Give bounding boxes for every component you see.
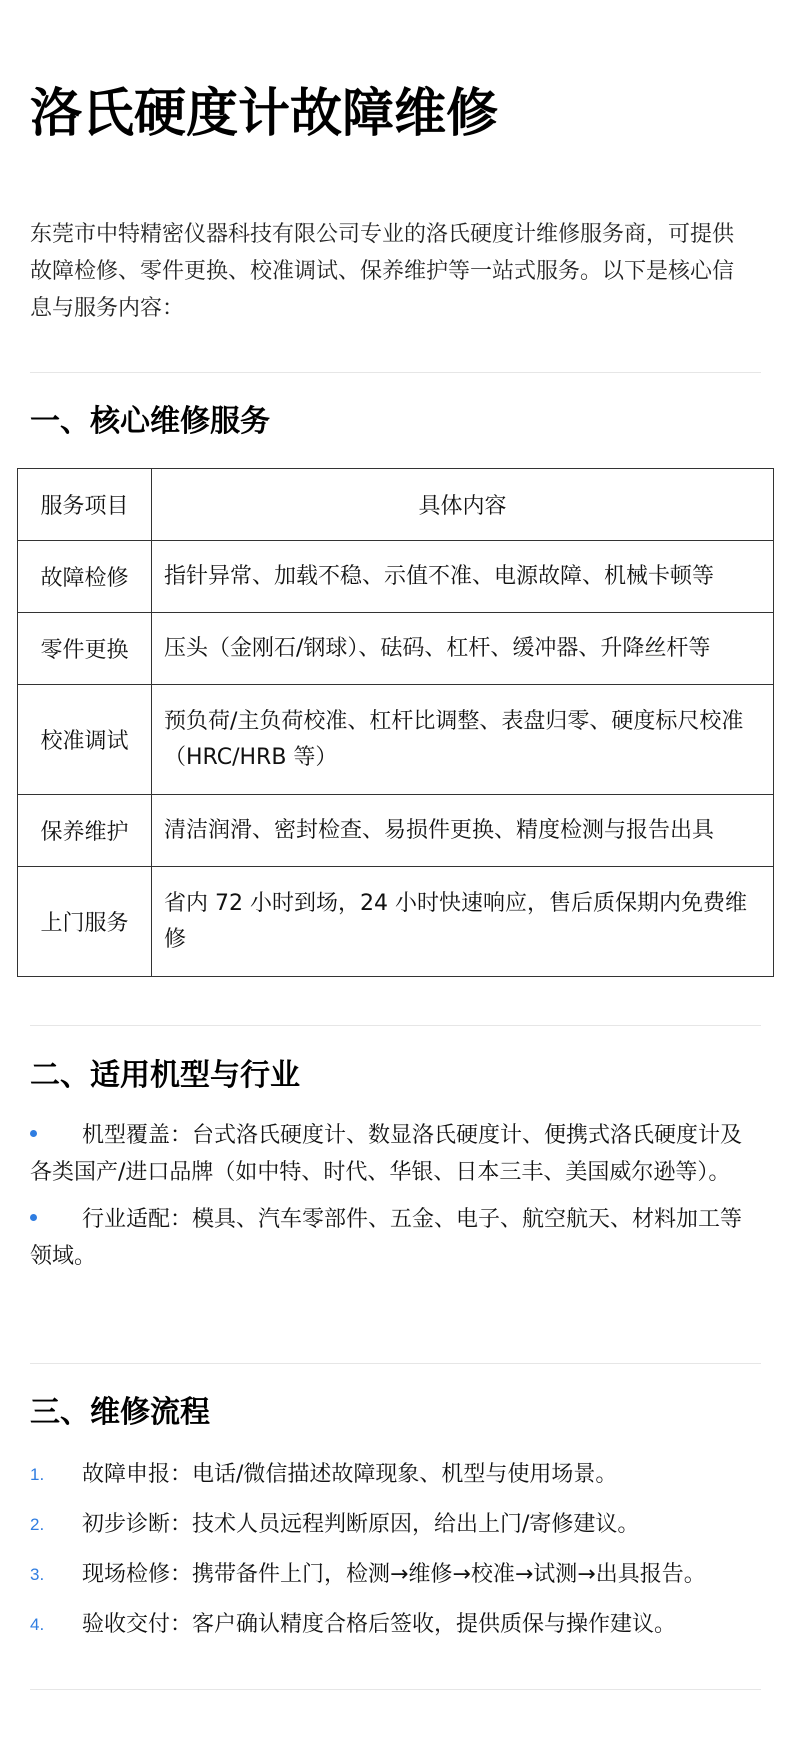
table-cell-service: 校准调试 (18, 685, 152, 795)
divider (30, 1025, 761, 1026)
section-heading-process: 三、维修流程 (30, 1395, 210, 1430)
table-cell-service: 故障检修 (18, 541, 152, 613)
intro-paragraph: 东莞市中特精密仪器科技有限公司专业的洛氏硬度计维修服务商，可提供故障检修、零件更换、校准调试、保养维护等一站式服务。以下是核心信息与服务内容： (30, 222, 735, 321)
table-row (18, 685, 774, 795)
table-cell-detail: 指针异常、加载不稳、示值不准、电源故障、机械卡顿等 (152, 541, 774, 613)
list-item-text: 行业适配：模具、汽车零部件、五金、电子、航空航天、材料加工等领域。 (30, 1207, 743, 1269)
list-item (30, 1117, 750, 1191)
services-table (17, 468, 774, 977)
table-row (18, 867, 774, 977)
step-item (30, 1500, 706, 1550)
table-cell-detail: 预负荷/主负荷校准、杠杆比调整、表盘归零、硬度标尺校准（HRC/HRB 等） (152, 685, 774, 795)
step-item (30, 1600, 706, 1650)
section-heading-services: 一、核心维修服务 (30, 404, 270, 439)
step-item (30, 1550, 706, 1600)
step-text: 故障申报：电话/微信描述故障现象、机型与使用场景。 (82, 1462, 618, 1487)
table-header-cell: 服务项目 (18, 469, 152, 541)
applicable-list (30, 1117, 750, 1285)
divider (30, 1689, 761, 1690)
table-header-cell: 具体内容 (152, 469, 774, 541)
step-item (30, 1450, 706, 1500)
list-item-text: 机型覆盖：台式洛氏硬度计、数显洛氏硬度计、便携式洛氏硬度计及各类国产/进口品牌（如中特、时代、华银、日本三丰、美国威尔逊等）。 (30, 1123, 743, 1185)
process-steps (30, 1450, 706, 1650)
divider (30, 372, 761, 373)
step-number: 4. (30, 1615, 45, 1634)
list-item (30, 1201, 750, 1275)
section-heading-applicable: 二、适用机型与行业 (30, 1058, 300, 1093)
step-text: 现场检修：携带备件上门，检测→维修→校准→试测→出具报告。 (82, 1562, 706, 1587)
table-header-row (18, 469, 774, 541)
table-row (18, 795, 774, 867)
step-number: 1. (30, 1465, 45, 1484)
table-cell-detail: 省内 72 小时到场，24 小时快速响应，售后质保期内免费维修 (152, 867, 774, 977)
bullet-dot-icon (30, 1130, 37, 1137)
divider (30, 1363, 761, 1364)
page-title: 洛氏硬度计故障维修 (30, 84, 499, 144)
table-cell-service: 保养维护 (18, 795, 152, 867)
table-row (18, 541, 774, 613)
step-number: 3. (30, 1565, 45, 1584)
bullet-dot-icon (30, 1214, 37, 1221)
step-text: 验收交付：客户确认精度合格后签收，提供质保与操作建议。 (82, 1612, 677, 1637)
step-text: 初步诊断：技术人员远程判断原因，给出上门/寄修建议。 (82, 1512, 640, 1537)
article (0, 0, 791, 327)
table-row (18, 613, 774, 685)
table-cell-service: 上门服务 (18, 867, 152, 977)
table-cell-detail: 清洁润滑、密封检查、易损件更换、精度检测与报告出具 (152, 795, 774, 867)
table-cell-detail: 压头（金刚石/钢球）、砝码、杠杆、缓冲器、升降丝杆等 (152, 613, 774, 685)
table-cell-service: 零件更换 (18, 613, 152, 685)
step-number: 2. (30, 1515, 45, 1534)
